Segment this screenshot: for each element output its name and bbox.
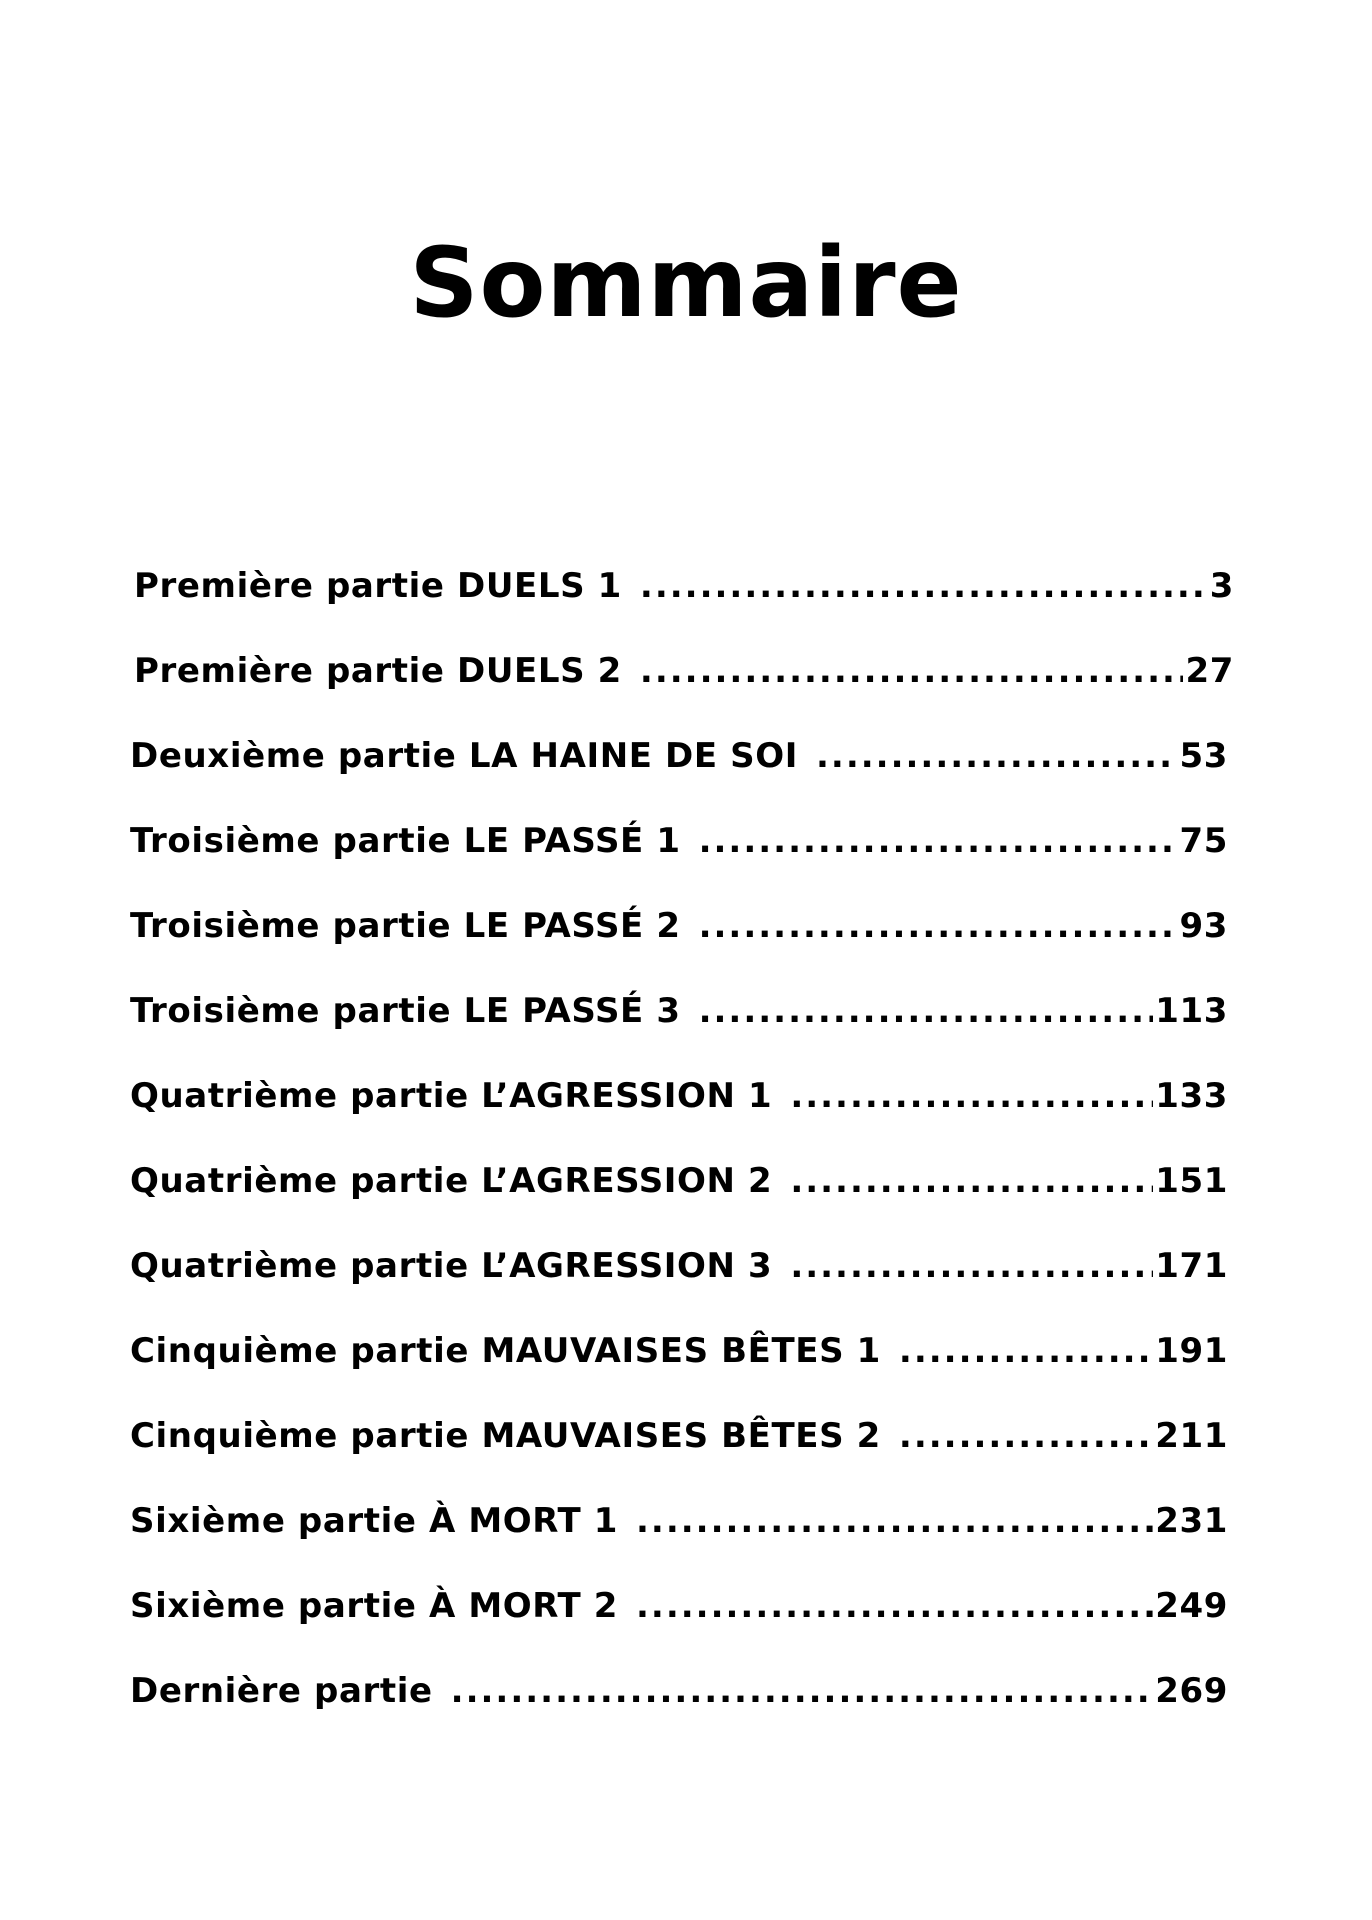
toc-entry-line bbox=[130, 1066, 1228, 1126]
toc-entry[interactable] bbox=[0, 1321, 1372, 1381]
toc-entry-page: 211 bbox=[1155, 1416, 1228, 1456]
toc-entry-label: Deuxième partie LA HAINE DE SOI bbox=[130, 736, 798, 776]
toc-dot-leader bbox=[699, 811, 1178, 871]
toc-entry-line bbox=[134, 556, 1234, 616]
toc-entry[interactable] bbox=[0, 981, 1372, 1041]
toc-entry[interactable] bbox=[0, 726, 1372, 786]
toc-entry-page: 93 bbox=[1179, 906, 1228, 946]
toc-entry-page: 231 bbox=[1155, 1501, 1228, 1541]
toc-entry-line bbox=[130, 1321, 1228, 1381]
toc-entry-label: Cinquième partie MAUVAISES BÊTES 1 bbox=[130, 1331, 881, 1371]
page-title: Sommaire bbox=[409, 227, 963, 339]
toc-entry-page: 113 bbox=[1155, 991, 1228, 1031]
toc-dot-leader bbox=[636, 1491, 1153, 1551]
toc-entry-line bbox=[130, 896, 1228, 956]
toc-entry-page: 53 bbox=[1179, 736, 1228, 776]
toc-entry-label: Quatrième partie L’AGRESSION 3 bbox=[130, 1246, 773, 1286]
toc-entry[interactable] bbox=[0, 1406, 1372, 1466]
toc-entry-label: Troisième partie LE PASSÉ 3 bbox=[130, 991, 681, 1031]
toc-entry-page: 151 bbox=[1155, 1161, 1228, 1201]
toc-dot-leader bbox=[699, 896, 1178, 956]
toc-entry-page: 249 bbox=[1155, 1586, 1228, 1626]
toc-entry-page: 75 bbox=[1179, 821, 1228, 861]
toc-entry-label: Troisième partie LE PASSÉ 1 bbox=[130, 821, 681, 861]
toc-entry-label: Cinquième partie MAUVAISES BÊTES 2 bbox=[130, 1416, 881, 1456]
toc-entry-line bbox=[130, 981, 1228, 1041]
toc-entry-page: 133 bbox=[1155, 1076, 1228, 1116]
toc-entry[interactable] bbox=[0, 1066, 1372, 1126]
toc-dot-leader bbox=[899, 1321, 1153, 1381]
toc-dot-leader bbox=[790, 1236, 1153, 1296]
toc-entry-page: 3 bbox=[1209, 566, 1234, 606]
toc-dot-leader bbox=[636, 1576, 1153, 1636]
toc-entry-line bbox=[130, 1576, 1228, 1636]
toc-dot-leader bbox=[790, 1066, 1153, 1126]
toc-entry[interactable] bbox=[0, 896, 1372, 956]
toc-entry[interactable] bbox=[0, 641, 1372, 701]
toc-dot-leader bbox=[790, 1151, 1153, 1211]
toc-entry-line bbox=[130, 726, 1228, 786]
toc-dot-leader bbox=[816, 726, 1177, 786]
toc-dot-leader bbox=[699, 981, 1154, 1041]
toc-entry-page: 171 bbox=[1155, 1246, 1228, 1286]
toc-dot-leader bbox=[640, 556, 1208, 616]
toc-entry-line bbox=[130, 1491, 1228, 1551]
toc-entry[interactable] bbox=[0, 1576, 1372, 1636]
toc-entry-page: 269 bbox=[1155, 1671, 1228, 1711]
toc-entry-line bbox=[130, 811, 1228, 871]
toc-entry-label: Sixième partie À MORT 2 bbox=[130, 1586, 618, 1626]
toc-entry[interactable] bbox=[0, 1151, 1372, 1211]
toc-entry-label: Troisième partie LE PASSÉ 2 bbox=[130, 906, 681, 946]
toc-entry-line bbox=[130, 1661, 1228, 1721]
toc-entry-label: Première partie DUELS 2 bbox=[134, 651, 622, 691]
toc-entry-label: Première partie DUELS 1 bbox=[134, 566, 622, 606]
toc-dot-leader bbox=[640, 641, 1184, 701]
toc-entry-page: 27 bbox=[1185, 651, 1234, 691]
toc-entry-page: 191 bbox=[1155, 1331, 1228, 1371]
toc-dot-leader bbox=[451, 1661, 1154, 1721]
toc-entry-label: Quatrième partie L’AGRESSION 1 bbox=[130, 1076, 773, 1116]
toc-entry[interactable] bbox=[0, 556, 1372, 616]
toc-entry[interactable] bbox=[0, 1491, 1372, 1551]
toc-entry-label: Sixième partie À MORT 1 bbox=[130, 1501, 618, 1541]
toc-entry-line bbox=[130, 1151, 1228, 1211]
toc-entry-line bbox=[130, 1236, 1228, 1296]
toc-entry-label: Dernière partie bbox=[130, 1671, 433, 1711]
toc-entry-line bbox=[130, 1406, 1228, 1466]
toc-entry[interactable] bbox=[0, 811, 1372, 871]
toc-entry-line bbox=[134, 641, 1234, 701]
toc-entry-label: Quatrième partie L’AGRESSION 2 bbox=[130, 1161, 773, 1201]
toc-entry[interactable] bbox=[0, 1661, 1372, 1721]
toc-entry[interactable] bbox=[0, 1236, 1372, 1296]
toc-dot-leader bbox=[899, 1406, 1153, 1466]
